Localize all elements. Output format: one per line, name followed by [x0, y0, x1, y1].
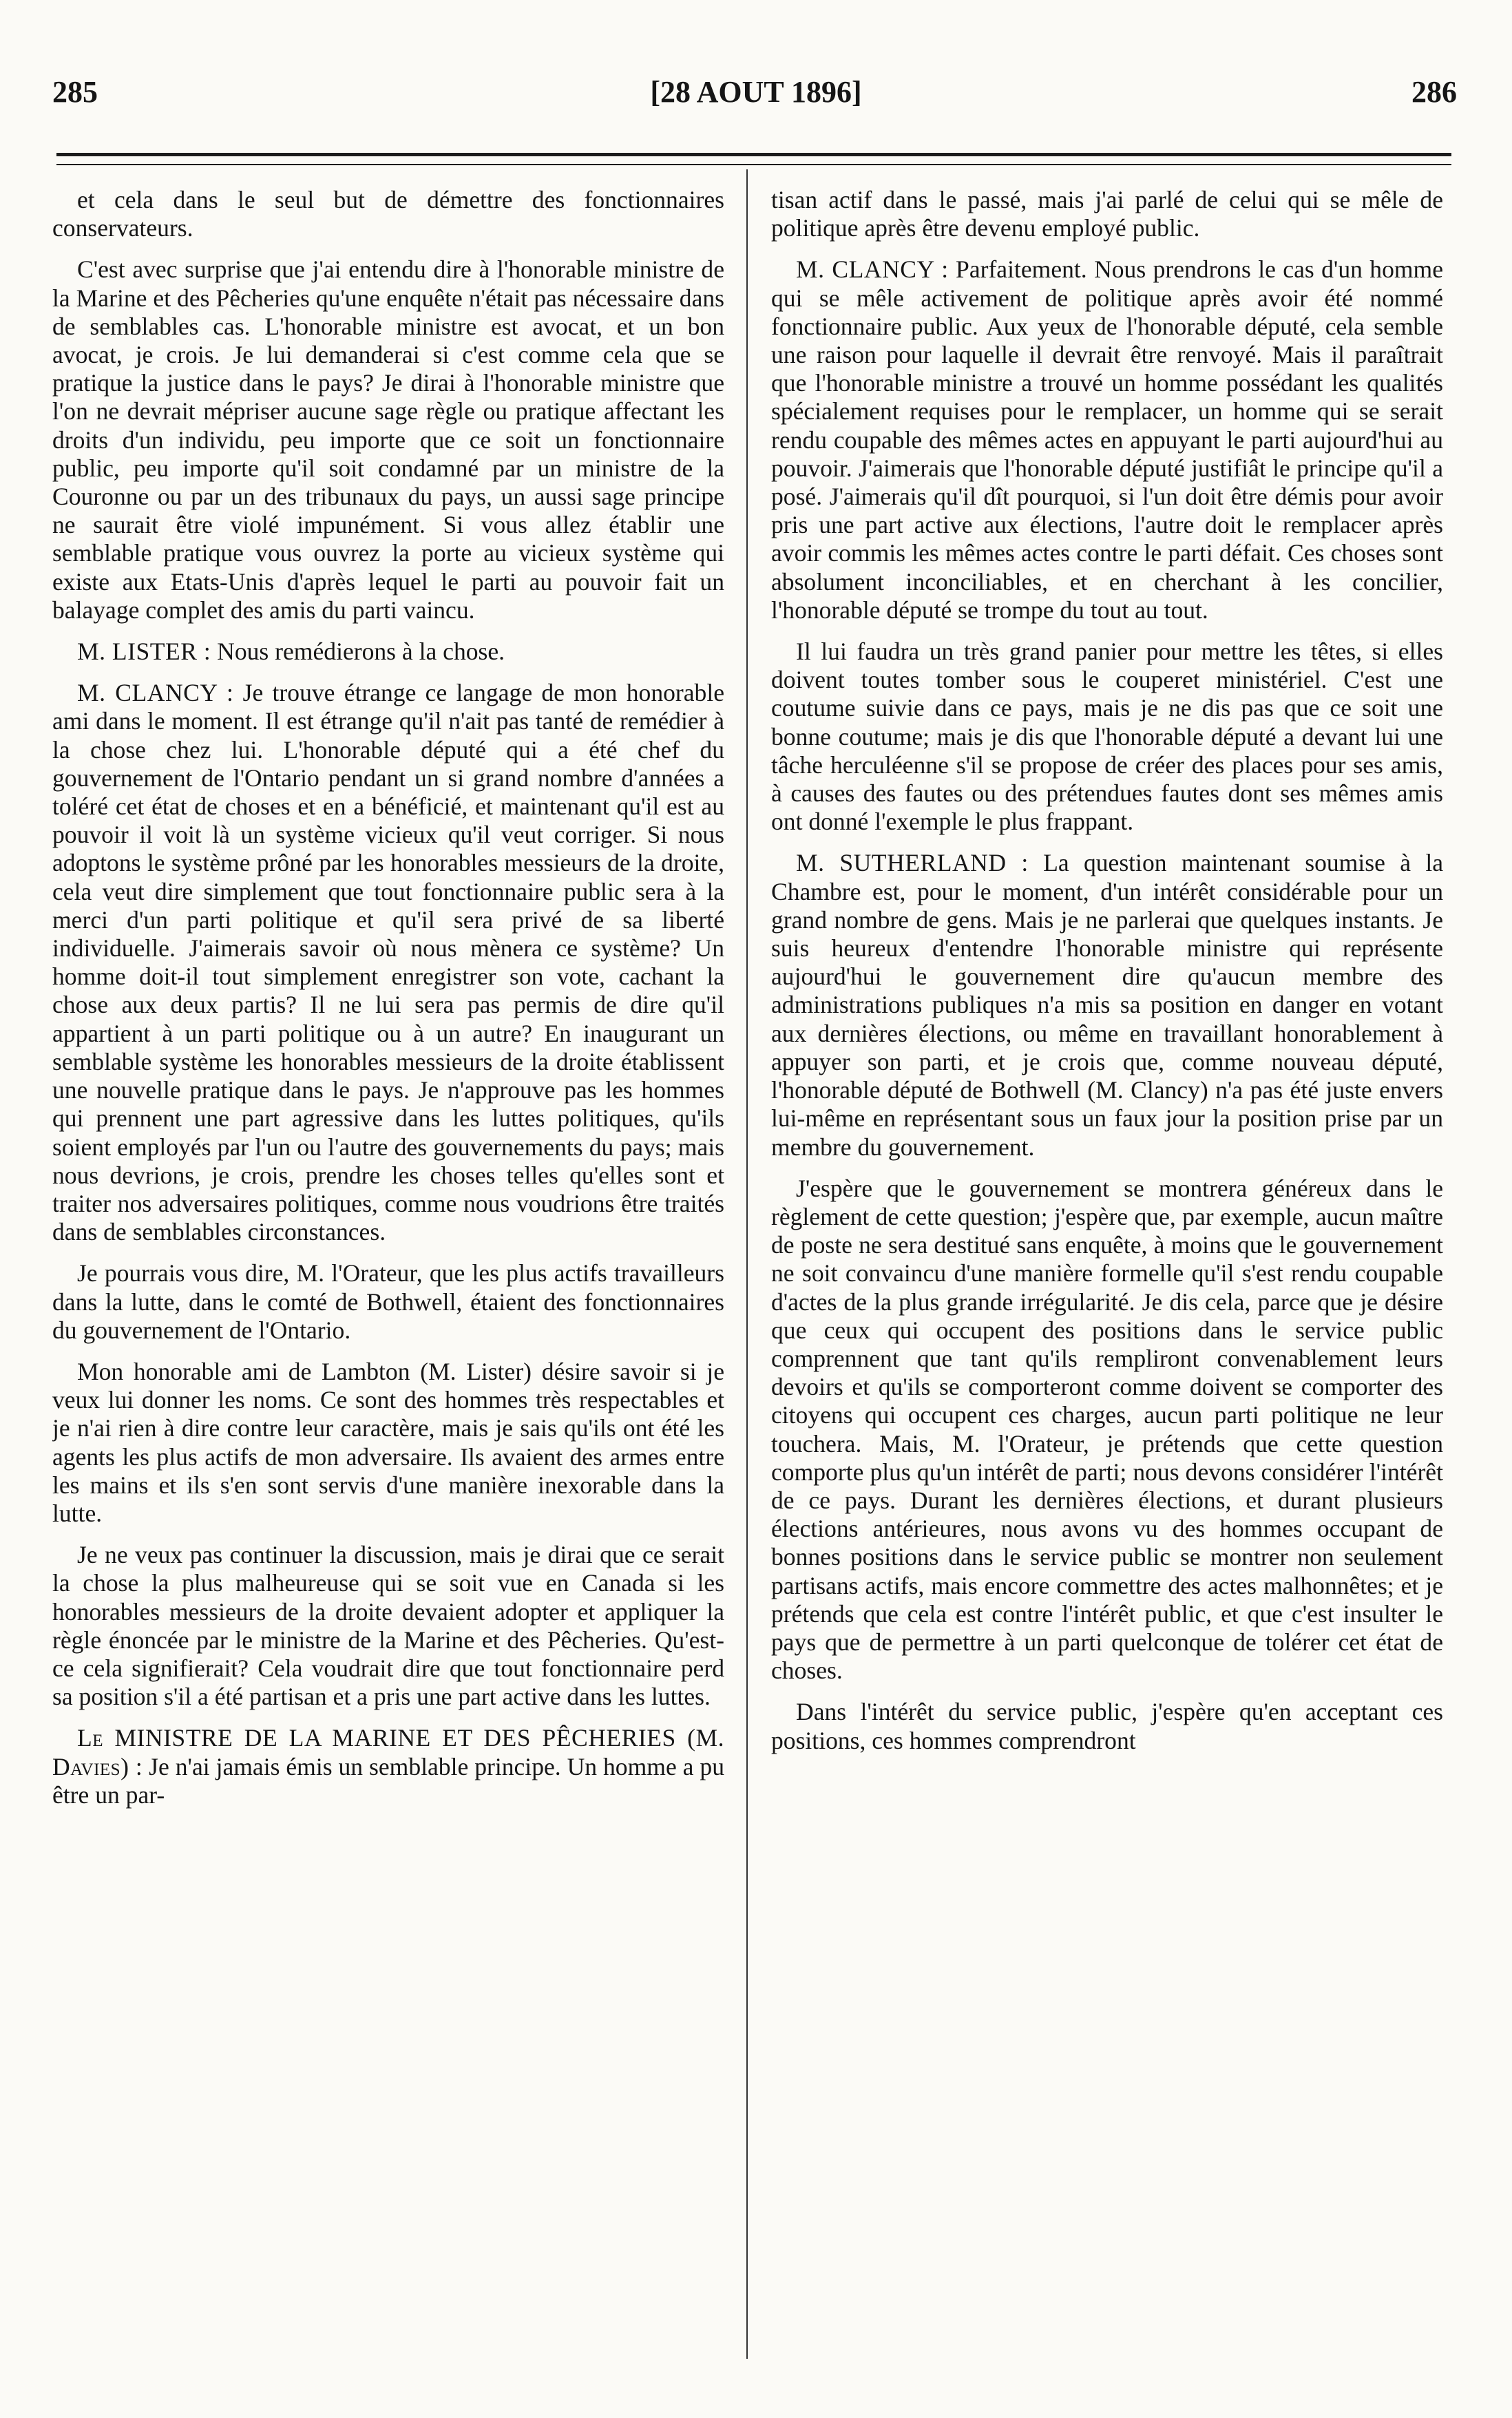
paragraph	[771, 849, 1443, 1161]
paragraph	[52, 638, 724, 666]
paragraph	[52, 186, 724, 242]
paragraph	[52, 1259, 724, 1345]
paragraph-text: Parfaitement. Nous prendrons le cas d'un homme qui se mêle activement de politique après avoir été nommé fonctionnaire public. Aux yeux de l'honorable député, cela semble une raison pour laquelle il devrait être renvoyé. Mais il paraîtrait que l'honorable ministre a trouvé un homme possédant les qualités spécialement requises pour le remplacer, un homme qui se serait rendu coupable des mêmes actes en appuyant le parti aujourd'hui au pouvoir. J'aimerais que l'honorable député justifiât le principe qu'il a posé. J'aimerais qu'il dît pourquoi, si l'un doit être démis pour avoir pris une part active aux élections, l'autre doit le remplacer après avoir commis les mêmes actes contre le parti défait. Ces choses sont absolument inconciliables, et en cherchant à les concilier, l'honorable député se trompe du tout au tout.	[771, 255, 1443, 624]
paragraph-text: La question maintenant soumise à la Chambre est, pour le moment, d'un intérêt considérable pour un grand nombre de gens. Mais je ne parlerai que quelques instants. Je suis heureux d'entendre l'honorable ministre qui représente aujourd'hui le gouvernement dire qu'aucun membre des administrations publiques n'a mis sa position en danger en votant aux dernières élections, ou même en travaillant honorablement à appuyer son parti, et je crois que, comme nouveau député, l'honorable député de Bothwell (M. Clancy) n'a pas été juste envers lui-même en représentant sous un faux jour la position prise par un membre du gouvernement.	[771, 849, 1443, 1161]
speaker-name: Le MINISTRE DE LA MARINE ET DES PÊCHERIES (M. Davies) :	[52, 1724, 724, 1780]
paragraph-text: J'espère que le gouvernement se montrera généreux dans le règlement de cette question; j'espère que, par exemple, aucun maître de poste ne sera destitué sans enquête, à moins que le gouvernement ne soit convaincu d'une manière formelle qu'il s'est rendu coupable d'actes de la plus grande irrégularité. Je dis cela, parce que je désire que ceux qui occupent des positions dans le service public comprennent que tant qu'ils rempliront convenablement leurs devoirs et qu'ils se comporteront comme doivent se comporter des citoyens qui occupent ces charges, aucun parti politique ne leur touchera. Mais, M. l'Orateur, je prétends que cette question comporte plus qu'un intérêt de parti; nous devons considérer l'intérêt de ce pays. Durant les dernières élections, et durant plusieurs élections antérieures, nous avons vu des hommes occupant de bonnes positions dans le service public se montrer non seulement partisans actifs, mais encore commettre des actes malhonnêtes; et je prétends que cela est contre l'intérêt public, et que c'est insulter le pays que de permettre à un parti quelconque de tolérer cet état de choses.	[771, 1174, 1443, 1685]
speaker-name: M. CLANCY :	[796, 255, 949, 284]
paragraph-text: Je n'ai jamais émis un semblable principe. Un homme a pu être un par-	[52, 1752, 724, 1809]
paragraph	[771, 255, 1443, 624]
paragraph-text: Je pourrais vous dire, M. l'Orateur, que les plus actifs travailleurs dans la lutte, dans le comté de Bothwell, étaient des fonctionnaires du gouvernement de l'Ontario.	[52, 1259, 724, 1344]
paragraph-text: Nous remédierons à la chose.	[211, 638, 505, 666]
header-rule-thick	[56, 153, 1451, 156]
paragraph-text: Je trouve étrange ce langage de mon honorable ami dans le moment. Il est étrange qu'il n'ait pas tanté de remédier à la chose chez lui. L'honorable député qui a été chef du gouvernement de l'Ontario pendant un si grand nombre d'années a toléré cet état de choses et en a bénéficié, et maintenant qu'il est au pouvoir il voit là un système vicieux qu'il veut corriger. Si nous adoptons le système prôné par les honorables messieurs de la droite, cela veut dire simplement que tout fonctionnaire public sera à la merci d'un parti politique et qu'il sera privé de sa liberté individuelle. J'aimerais savoir où nous mènera ce système? Un homme doit-il tout simplement enregistrer son vote, cachant la chose aux deux partis? Il ne lui sera pas permis de dire qu'il appartient à un parti politique ou à un autre? En inaugurant un semblable système les honorables messieurs de la droite établissent une nouvelle pratique dans le pays. Je n'approuve pas les hommes qui prennent une part agressive dans les luttes politiques, qu'ils soient employés par l'un ou l'autre des gouvernements du pays; mais nous devrions, je crois, prendre les choses telles qu'elles sont et traiter nos adversaires politiques, comme nous voudrions être traités dans de semblables circonstances.	[52, 679, 724, 1246]
paragraph-text: Mon honorable ami de Lambton (M. Lister) désire savoir si je veux lui donner les noms. Ce sont des hommes très respectables et je n'ai rien à dire contre leur caractère, mais je sais qu'ils ont été les agents les plus actifs de mon adversaire. Ils avaient des armes entre les mains et ils s'en sont servis d'une manière inexorable dans la lutte.	[52, 1357, 724, 1527]
paragraph-text: Dans l'intérêt du service public, j'espère qu'en acceptant ces positions, ces hommes comprendront	[771, 1698, 1443, 1754]
paragraph-text: Il lui faudra un très grand panier pour mettre les têtes, si elles doivent toutes tomber sous le couperet ministériel. C'est une coutume suivie dans ce pays, mais je ne dis pas que ce soit une bonne coutume; mais je dis que l'honorable député a devant lui une tâche herculéenne s'il se propose de créer des places pour ses amis, à causes des fautes ou des prétendues fautes dont ses mêmes amis ont donné l'exemple le plus frappant.	[771, 638, 1443, 836]
paragraph	[52, 1541, 724, 1711]
page-number-left: 285	[52, 75, 98, 109]
left-column	[52, 186, 724, 2389]
paragraph	[771, 186, 1443, 242]
right-column	[771, 186, 1443, 2389]
page-date-header: [28 AOUT 1896]	[650, 75, 862, 109]
paragraph-text: tisan actif dans le passé, mais j'ai parlé de celui qui se mêle de politique après être devenu employé public.	[771, 186, 1443, 242]
paragraph-text: Je ne veux pas continuer la discussion, mais je dirai que ce serait la chose la plus malheureuse qui se soit vue en Canada si les honorables messieurs de la droite devaient adopter et appliquer la règle énoncée par le ministre de la Marine et des Pêcheries. Qu'est-ce cela signifierait? Cela voudrait dire que tout fonctionnaire perd sa position s'il a été partisan et a pris une part active dans les luttes.	[52, 1541, 724, 1711]
paragraph	[771, 638, 1443, 836]
paragraph-text: C'est avec surprise que j'ai entendu dire à l'honorable ministre de la Marine et des Pêcheries qu'une enquête n'était pas nécessaire dans de semblables cas. L'honorable ministre est avocat, et un bon avocat, je crois. Je lui demanderai si c'est comme cela que se pratique la justice dans le pays? Je dirai à l'honorable ministre que l'on ne devrait mépriser aucune sage règle ou pratique affectant les droits d'un individu, peu importe que ce soit un fonctionnaire public, peu importe qu'il soit condamné par un ministre de la Couronne ou par un des tribunaux du pays, un aussi sage principe ne saurait être violé impunément. Si vous allez établir une semblable pratique vous ouvrez la porte au vicieux système qui existe aux Etats-Unis d'après lequel le parti au pouvoir fait un balayage complet des amis du parti vaincu.	[52, 255, 724, 624]
paragraph-text: et cela dans le seul but de démettre des fonctionnaires conservateurs.	[52, 186, 724, 242]
paragraph	[52, 1358, 724, 1528]
paragraph	[52, 255, 724, 624]
page-number-right: 286	[1411, 75, 1457, 109]
speaker-name: M. SUTHERLAND :	[796, 849, 1029, 877]
speaker-name: M. LISTER :	[77, 638, 211, 666]
column-divider	[746, 169, 748, 2359]
paragraph	[771, 1698, 1443, 1754]
paragraph	[52, 679, 724, 1246]
header-rule-thin	[56, 164, 1451, 165]
paragraph	[771, 1175, 1443, 1685]
paragraph	[52, 1724, 724, 1809]
speaker-name: M. CLANCY :	[77, 679, 234, 707]
